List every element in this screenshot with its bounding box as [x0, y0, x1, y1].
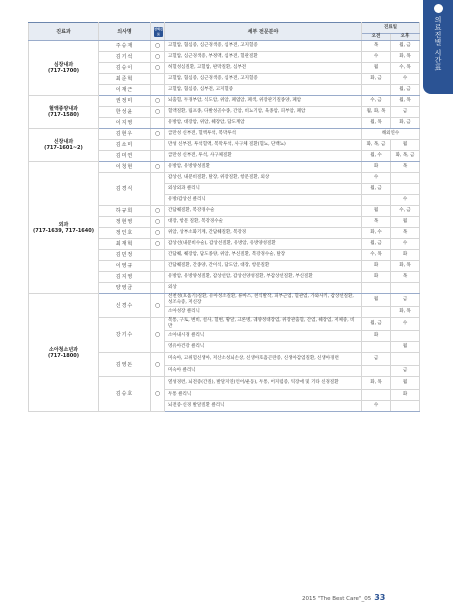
- doctor-name: 하규희: [99, 206, 151, 217]
- am-schedule: [362, 85, 391, 96]
- doctor-name: 이지영: [99, 118, 151, 129]
- specialty: 혈액질환, 림프종, 다발성골수종, 간암, 비뇨기암, 육종암, 피부암, 폐암: [165, 107, 362, 118]
- doctor-name: 최재혁: [99, 239, 151, 250]
- pm-schedule: 수: [391, 318, 420, 331]
- specialty: 대장, 항문 질환, 복강경수술: [165, 217, 362, 228]
- table-row: [29, 162, 420, 173]
- am-schedule: [362, 366, 391, 377]
- am-schedule: 수: [362, 173, 391, 184]
- am-schedule: 월, 수: [362, 151, 391, 162]
- specialty: 열성경련, 뇌전증(간질), 발달지연(언어/운동), 두통, 어지럼증, 틱장애 및 기타 신경질환: [165, 377, 362, 390]
- am-schedule: 화: [362, 331, 391, 342]
- dept-cardiology: 심장내과 (717-1700): [29, 41, 99, 96]
- select-clinic-label: 선택진료: [154, 27, 163, 36]
- specialty: 소아성장 클리닉: [165, 307, 362, 318]
- header-dept: 진료과: [29, 23, 99, 41]
- am-schedule: 화, 금: [362, 74, 391, 85]
- table-row: [29, 294, 420, 307]
- selective-mark: ○: [151, 52, 165, 63]
- am-schedule: 월, 목: [362, 118, 391, 129]
- am-schedule: 수, 금: [362, 96, 391, 107]
- doctor-name: 신경수: [99, 294, 151, 318]
- pm-schedule: 수: [391, 74, 420, 85]
- specialty: 미숙아 클리닉: [165, 366, 362, 377]
- am-schedule: 월: [362, 63, 391, 74]
- doctor-name: 김현우: [99, 129, 151, 140]
- table-row: [29, 96, 420, 107]
- pm-schedule: 수: [391, 239, 420, 250]
- specialty: 뇌출혈, 두경부암, 식도암, 위암, 폐엽암, 폐색, 위장관기질종양, 폐암: [165, 96, 362, 107]
- page-footer: [302, 593, 442, 603]
- doctor-name: 김소미: [99, 140, 151, 151]
- specialty: 유방암, 대장암, 위암, 췌장암, 담도계암: [165, 118, 362, 129]
- am-schedule: 월, 금: [362, 239, 391, 250]
- specialty: 복통, 구토, 변비, 설사, 혈변, 황달, 크론병, 궤양성대장염, 위장관출혈, 간염, 췌장염, 저체중, 비만: [165, 318, 362, 331]
- specialty: 고혈압, 심근경색증, 부정맥, 심부전, 혈관질환: [165, 52, 362, 63]
- pm-schedule: 월, 금: [391, 85, 420, 96]
- section-tab[interactable]: [423, 0, 453, 94]
- specialty: 미숙아, 고위험신생아, 저산소성뇌손상, 신생아호흡곤란증, 신생아감염질환, 신생아경련: [165, 353, 362, 366]
- pm-schedule: 월: [391, 140, 420, 151]
- table-row: [29, 129, 420, 140]
- selective-mark: ○: [151, 162, 165, 173]
- selective-mark: [151, 140, 165, 151]
- schedule-note: 해외연수: [362, 129, 420, 140]
- pm-schedule: [391, 353, 420, 366]
- pm-schedule: [391, 184, 420, 195]
- header-pm: 오후: [391, 34, 420, 41]
- specialty: 유방암, 유방양성질환, 갑상선암, 갑상선양성질환, 부갑상선질환, 부신질환: [165, 272, 362, 283]
- pm-schedule: 화, 목: [391, 307, 420, 318]
- pm-schedule: 목: [391, 162, 420, 173]
- doctor-name: 정인호: [99, 228, 151, 239]
- doctor-schedule-table: [28, 22, 420, 412]
- pm-schedule: [391, 331, 420, 342]
- selective-mark: ○: [151, 107, 165, 118]
- pm-schedule: [391, 283, 420, 294]
- am-schedule: [362, 342, 391, 353]
- specialty: 영유아건강 클리닉: [165, 342, 362, 353]
- am-schedule: 월, 금: [362, 184, 391, 195]
- selective-mark: ○: [151, 318, 165, 353]
- specialty: 갑상선(내분비수술), 갑상선질환, 유방암, 유방양성질환: [165, 239, 362, 250]
- pm-schedule: 화: [391, 390, 420, 401]
- selective-mark: ○: [151, 96, 165, 107]
- am-schedule: 수: [362, 52, 391, 63]
- am-schedule: 수: [362, 401, 391, 412]
- specialty: 간담췌질환, 간종양, 간이식, 담도암, 대장, 항문질환: [165, 261, 362, 272]
- specialty: 간담췌, 췌장암, 담도종양, 위암, 부신질환, 복강경수술, 탈장: [165, 250, 362, 261]
- pm-schedule: 목: [391, 228, 420, 239]
- doctor-name: 정현영: [99, 217, 151, 228]
- dept-pediatrics: 소아청소년과 (717-1800): [29, 294, 99, 412]
- specialty: 외상외과 클리닉: [165, 184, 362, 195]
- am-schedule: [362, 307, 391, 318]
- doctor-name: 김미연: [99, 151, 151, 162]
- selective-mark: [151, 151, 165, 162]
- doctor-name: 김경식: [99, 173, 151, 206]
- pm-schedule: 화, 금: [391, 118, 420, 129]
- selective-mark: ○: [151, 129, 165, 140]
- specialty: 선천성(호흡기)질환, 유아성소질환, 류마스, 천식발작, 피부근염, 혈관염, 가와사키, 갑상선질환, 성조숙증, 저신장: [165, 294, 362, 307]
- am-schedule: 월, 금: [362, 318, 391, 331]
- pm-schedule: [391, 173, 420, 184]
- selective-mark: ○: [151, 239, 165, 250]
- doctor-name: 양영금: [99, 283, 151, 294]
- selective-mark: [151, 261, 165, 272]
- doctor-name: 김기석: [99, 52, 151, 63]
- selective-mark: ○: [151, 217, 165, 228]
- pm-schedule: 금: [391, 366, 420, 377]
- am-schedule: 화, 수: [362, 228, 391, 239]
- pm-schedule: 화, 목: [391, 52, 420, 63]
- pm-schedule: 월, 금: [391, 41, 420, 52]
- pm-schedule: 화: [391, 250, 420, 261]
- specialty: 간담췌질환, 복강경수술: [165, 206, 362, 217]
- header-select-icon: [151, 23, 165, 41]
- doctor-name: 이영규: [99, 261, 151, 272]
- selective-mark: ○: [151, 228, 165, 239]
- doctor-name: 김승이: [99, 63, 151, 74]
- specialty: 뇌전증·신경 발달질환 클리닉: [165, 401, 362, 412]
- specialty: 고혈압, 협심증, 심근경색증, 심부전, 고지혈증: [165, 41, 362, 52]
- pm-schedule: 목: [391, 272, 420, 283]
- doctor-name: 권정미: [99, 96, 151, 107]
- am-schedule: 월: [362, 206, 391, 217]
- am-schedule: 금: [362, 353, 391, 366]
- specialty: 외상: [165, 283, 362, 294]
- page-number: 33: [374, 593, 386, 602]
- am-schedule: 수, 목: [362, 250, 391, 261]
- doctor-name: 이청현: [99, 162, 151, 173]
- selective-mark: ○: [151, 63, 165, 74]
- selective-mark: [151, 85, 165, 96]
- am-schedule: 목: [362, 41, 391, 52]
- am-schedule: 월: [362, 294, 391, 307]
- selective-mark: ○: [151, 353, 165, 377]
- selective-mark: ○: [151, 41, 165, 52]
- am-schedule: 화, 목, 금: [362, 140, 391, 151]
- am-schedule: [362, 195, 391, 206]
- dept-surgery: 외과 (717-1639, 717-1640): [29, 162, 99, 294]
- specialty: 유방/갑상선 클리닉: [165, 195, 362, 206]
- doctor-name: 이재근: [99, 85, 151, 96]
- selective-mark: [151, 173, 165, 206]
- am-schedule: 화: [362, 272, 391, 283]
- am-schedule: [362, 283, 391, 294]
- selective-mark: ○: [151, 377, 165, 412]
- am-schedule: 화: [362, 261, 391, 272]
- header-schedule: 진료일: [362, 23, 420, 34]
- pm-schedule: 수: [391, 195, 420, 206]
- am-schedule: [362, 390, 391, 401]
- pm-schedule: 월: [391, 377, 420, 390]
- selective-mark: [151, 272, 165, 283]
- am-schedule: 화: [362, 162, 391, 173]
- selective-mark: ○: [151, 206, 165, 217]
- specialty: 소아내시경 클리닉: [165, 331, 362, 342]
- doctor-name: 강기수: [99, 318, 151, 353]
- selective-mark: [151, 74, 165, 85]
- header-am: 오전: [362, 34, 391, 41]
- footer-text: 2015 "The Best Care"_05: [302, 596, 372, 602]
- pm-schedule: 금: [391, 294, 420, 307]
- selective-mark: [151, 118, 165, 129]
- section-tab-label: 의료진별 시간표: [434, 16, 442, 72]
- specialty: 허혈성심질환, 고혈압, 판막질환, 심부전: [165, 63, 362, 74]
- doctor-name: 김민정: [99, 250, 151, 261]
- specialty: 고혈압, 협심증, 심부전, 고지혈증: [165, 85, 362, 96]
- doctor-name: 최준혁: [99, 74, 151, 85]
- specialty: 급만성 신부전, 투석, 사구체질환: [165, 151, 362, 162]
- table-row: [29, 41, 420, 52]
- pm-schedule: 수, 금: [391, 206, 420, 217]
- doctor-name: 김지영: [99, 272, 151, 283]
- pm-schedule: 화, 목, 금: [391, 151, 420, 162]
- tab-bullet-icon: [434, 4, 443, 13]
- doctor-name: 김영돈: [99, 353, 151, 377]
- header-doctor: 의사명: [99, 23, 151, 41]
- pm-schedule: 화, 목: [391, 261, 420, 272]
- specialty: 급만성 신부전, 혈액투석, 복막투석: [165, 129, 362, 140]
- dept-hemato-oncology: 혈액종양내과 (717-1580): [29, 96, 99, 129]
- header-specialty: 세부 전문분야: [165, 23, 362, 41]
- am-schedule: 화, 목: [362, 377, 391, 390]
- selective-mark: ○: [151, 294, 165, 318]
- specialty: 두통 클리닉: [165, 390, 362, 401]
- doctor-name: 김승호: [99, 377, 151, 412]
- doctor-name: 한성윤: [99, 107, 151, 118]
- dept-nephrology: 신장내과 (717-1601~2): [29, 129, 99, 162]
- specialty: 위암, 상부소화기계, 간담췌질환, 복강경: [165, 228, 362, 239]
- selective-mark: [151, 283, 165, 294]
- am-schedule: 목: [362, 217, 391, 228]
- pm-schedule: 월, 목: [391, 96, 420, 107]
- am-schedule: 월, 화, 목: [362, 107, 391, 118]
- pm-schedule: 월: [391, 342, 420, 353]
- pm-schedule: 수, 목: [391, 63, 420, 74]
- pm-schedule: 금: [391, 107, 420, 118]
- header-row: [29, 23, 420, 34]
- specialty: 유방암, 유방양성질환: [165, 162, 362, 173]
- pm-schedule: 월: [391, 217, 420, 228]
- doctor-name: 주승재: [99, 41, 151, 52]
- specialty: 갑상선, 내분비질환, 탈장, 위장질환, 항문질환, 외상: [165, 173, 362, 184]
- select-clinic-icon: [154, 27, 163, 37]
- specialty: 고혈압, 협심증, 심근경색증, 심부전, 고지혈증: [165, 74, 362, 85]
- pm-schedule: [391, 401, 420, 412]
- selective-mark: [151, 250, 165, 261]
- specialty: 만성 신부전, 투석혈액, 복막투석, 사구체 질환(혈뇨, 단백뇨): [165, 140, 362, 151]
